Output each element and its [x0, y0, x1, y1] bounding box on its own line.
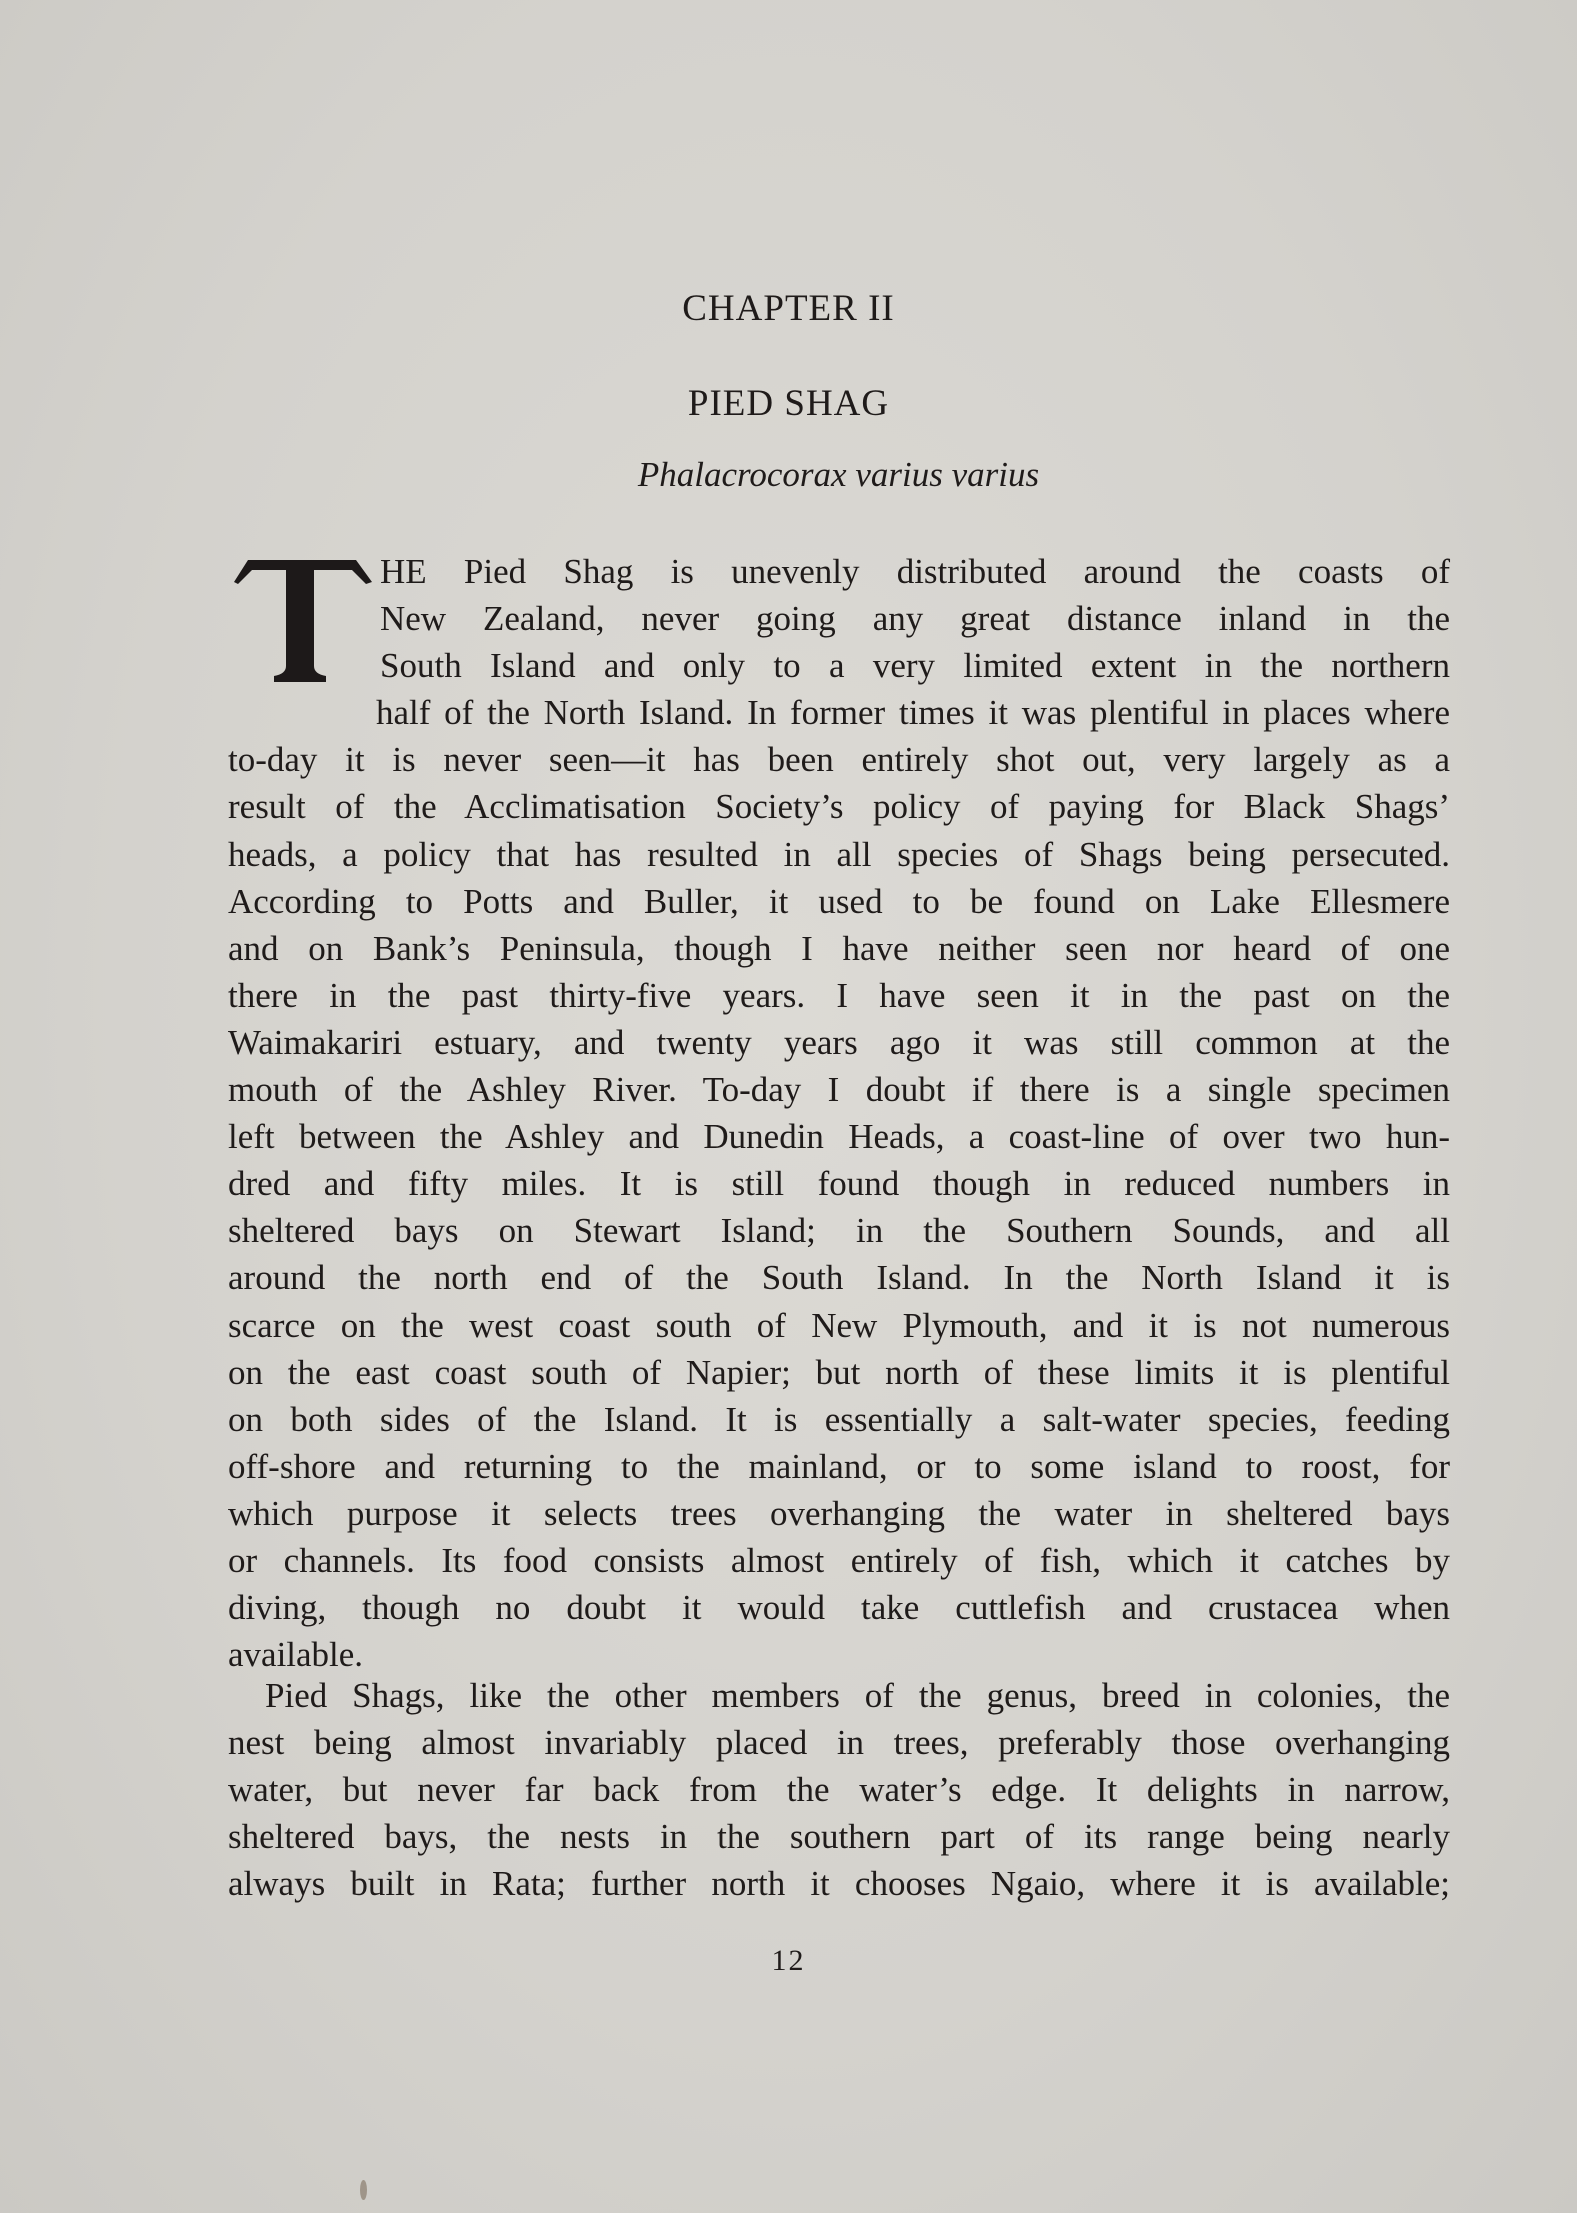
text-line: which purpose it selects trees overhanging the water in sheltered bays — [228, 1493, 1450, 1533]
paragraph-2 — [228, 1672, 1450, 1907]
text-line: sheltered bays, the nests in the southern part of its range being nearly — [228, 1817, 1450, 1857]
chapter-heading: CHAPTER II — [682, 288, 895, 329]
text-line: New Zealand, never going any great distance inland in the — [380, 599, 1450, 639]
text-line: and on Bank’s Peninsula, though I have neither seen nor heard of one — [228, 928, 1450, 968]
drop-cap-letter-icon — [230, 554, 376, 684]
paragraph-1 — [228, 548, 1450, 1675]
text-line: dred and fifty miles. It is still found though in reduced numbers in — [228, 1164, 1450, 1204]
text-line: result of the Acclimatisation Society’s policy of paying for Black Shags’ — [228, 787, 1450, 827]
text-line: left between the Ashley and Dunedin Heads, a coast-line of over two hun- — [228, 1117, 1450, 1157]
text-line: diving, though no doubt it would take cuttlefish and crustacea when — [228, 1588, 1450, 1628]
text-line: on the east coast south of Napier; but north of these limits it is plentiful — [228, 1352, 1450, 1392]
text-line: HE Pied Shag is unevenly distributed around the coasts of — [380, 552, 1450, 591]
chapter-title: PIED SHAG — [687, 383, 890, 424]
paper-speck — [360, 2180, 367, 2200]
text-line: sheltered bays on Stewart Island; in the Southern Sounds, and all — [228, 1211, 1450, 1251]
text-line: around the north end of the South Island. In the North Island it is — [228, 1258, 1450, 1298]
text-line: Waimakariri estuary, and twenty years ago it was still common at the — [228, 1022, 1450, 1062]
text-line: water, but never far back from the water’s edge. It delights in narrow, — [228, 1770, 1450, 1810]
page-number: 12 — [771, 1944, 806, 1977]
text-line: South Island and only to a very limited extent in the northern — [380, 646, 1450, 686]
text-line: scarce on the west coast south of New Plymouth, and it is not numerous — [228, 1305, 1450, 1345]
text-line: to-day it is never seen—it has been entirely shot out, very largely as a — [228, 740, 1450, 780]
species-scientific-name: Phalacrocorax varius varius — [637, 455, 1040, 494]
text-line: there in the past thirty-five years. I have seen it in the past on the — [228, 975, 1450, 1015]
text-line: nest being almost invariably placed in trees, preferably those overhanging — [228, 1723, 1450, 1763]
paragraph-1-lines — [228, 548, 1450, 1678]
text-line: mouth of the Ashley River. To-day I doubt if there is a single specimen — [228, 1070, 1450, 1110]
text-line: heads, a policy that has resulted in all species of Shags being persecuted. — [228, 834, 1450, 874]
text-line: half of the North Island. In former times it was plentiful in places where — [376, 693, 1450, 733]
text-line: available. — [228, 1635, 364, 1675]
drop-cap — [228, 554, 376, 691]
text-line: always built in Rata; further north it chooses Ngaio, where it is available; — [228, 1864, 1450, 1904]
text-line: According to Potts and Buller, it used to be found on Lake Ellesmere — [228, 881, 1450, 921]
text-line: or channels. Its food consists almost entirely of fish, which it catches by — [228, 1540, 1450, 1580]
body-text — [228, 548, 1450, 1907]
text-line: Pied Shags, like the other members of the genus, breed in colonies, the — [265, 1676, 1450, 1715]
text-line: on both sides of the Island. It is essentially a salt-water species, feeding — [228, 1399, 1450, 1439]
text-line: off-shore and returning to the mainland, or to some island to roost, for — [228, 1446, 1450, 1486]
